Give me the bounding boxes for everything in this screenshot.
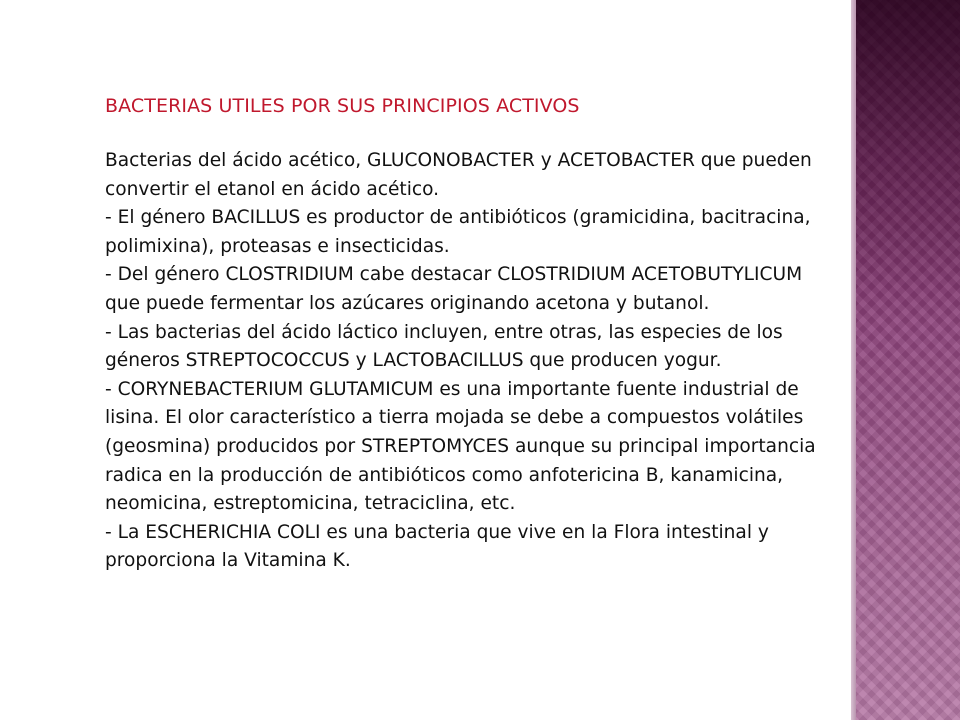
paragraph-escherichia-coli: - La ESCHERICHIA COLI es una bacteria que vive en la Flora intestinal y proporciona la Vitamina K. <box>105 521 769 572</box>
paragraph-corynebacterium: - CORYNEBACTERIUM GLUTAMICUM es una importante fuente industrial de lisina. El olor característico a tierra mojada se debe a compuestos volátiles (geosmina) producidos por STREPTOMYCES aunque su principal importancia radica en la producción de antibióticos como anfotericina B, kanamicina, neomicina, estreptomicina, tetraciclina, etc. <box>105 378 816 515</box>
slide-content <box>105 92 840 576</box>
slide-body <box>105 147 840 576</box>
paragraph-acetic-bacteria: Bacterias del ácido acético, GLUCONOBACTER y ACETOBACTER que pueden convertir el etanol en ácido acético. <box>105 150 812 200</box>
side-band-edge <box>851 0 856 720</box>
paragraph-lactic-bacteria: - Las bacterias del ácido láctico incluyen, entre otras, las especies de los géneros STREPTOCOCCUS y LACTOBACILLUS que producen yogur. <box>105 321 783 372</box>
paragraph-bacillus: - El género BACILLUS es productor de antibióticos (gramicidina, bacitracina, polimixina), proteasas e insecticidas. <box>105 207 811 257</box>
decorative-side-band <box>851 0 960 720</box>
slide-title: BACTERIAS UTILES POR SUS PRINCIPIOS ACTIVOS <box>105 95 580 117</box>
paragraph-clostridium: - Del género CLOSTRIDIUM cabe destacar CLOSTRIDIUM ACETOBUTYLICUM que puede fermentar los azúcares originando acetona y butanol. <box>105 264 803 314</box>
